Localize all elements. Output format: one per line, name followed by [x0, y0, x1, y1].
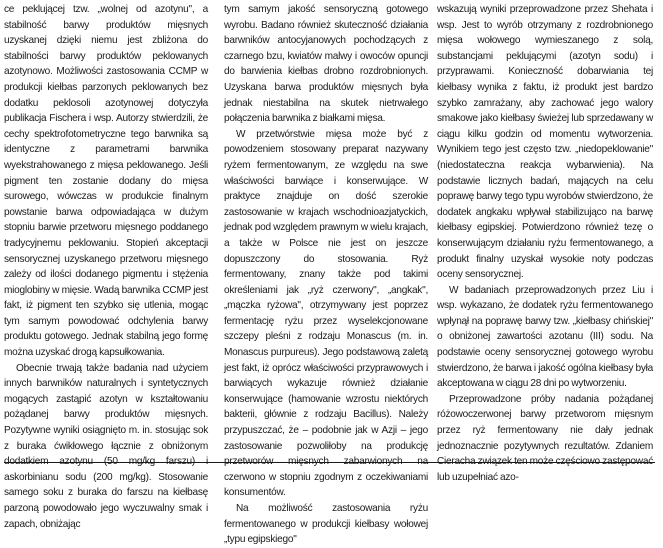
- paragraph: W przetwórstwie mięsa może być z powodzeniem stosowany preparat nazywany ryżem fermentowanym, ze względu na swe właściwości barwiące i konserwujące. W praktyce znajduje on dość szerokie zastosowanie w krajach wschodnioazjatyckich, jednak pod względem prawnym w wielu krajach, a także w Polsce nie jest on jeszcze dopuszczony do stosowania. Ryż fermentowany, znany także pod takimi określeniami jak „ryż czerwony", „angkak", „mączka ryżowa", otrzymywany jest poprzez fermentację ryżu przez wyselekcjonowane szczepy pleśni z rodzaju Monascus (m. in. Monascus purpureus). Jego podstawową zaletą jest fakt, iż oprócz właściwości przyprawowych i barwiących wykazuje również działanie konserwujące (hamowanie wzrostu niektórych bakterii, głównie z rodzaju Bacillus). Należy przypuszczać, że – podobnie jak w Azji – jego zastosowanie pozwoliłoby na produkcję przetworów mięsnych zabarwionych na czerwono w stopniu zgodnym z oczekiwaniami konsumentów.: [224, 128, 428, 499]
- paragraph: Na możliwość zastosowania ryżu fermentowanego w produkcji kiełbasy wołowej „typu egipskiego": [224, 503, 428, 546]
- paragraph: Obecnie trwają także badania nad użyciem innych barwników naturalnych i syntetycznych mogących zastąpić azotyn w kształtowaniu pożądanej barwy produktów mięsnych. Pozytywne wyniki osiągnięto m. in. stosując sok z buraka ćwikłowego łącznie z obniżonym dodatkiem azotynu (50 mg/kg farszu) i askorbinianu sodu (200 mg/kg). Stosowanie samego soku z buraka do farszu na kiełbasę parzoną powodowało jego wyczuwalny smak i zapach, obniżając: [4, 362, 208, 530]
- footer-rule: [4, 462, 655, 463]
- paragraph: ce peklującej tzw. „wolnej od azotynu", a stabilność barwy produktów mięsnych uzyskanej dzięki niemu jest zbliżona do stabilności barwy produktów peklowanych azotynowo. Możliwości zastosowania CCMP w produkcji kiełbas parzonych peklowanych bez dodatku peklosoli azotynowej dotyczyła publikacja Fischera i wsp. Autorzy stwierdzili, że cechy spektrofotometryczne tego barwnika są identyczne z parametrami barwnika wyekstrahowanego z mięsa peklowanego. Jeśli pigment ten zostanie dodany do mięsa surowego, wówczas w produkcie finalnym powstanie barwa odpowiadająca w dużym stopniu barwie przetworu mięsnego poddanego tradycyjnemu peklowaniu. Stopień akceptacji sensorycznej uzyskanego przetworu mięsnego zależy od ilości dodanego pigmentu i stężenia mioglobiny w mięsie. Wadą barwnika CCMP jest fakt, iż pigment ten szybko się utlenia, mogąc tym samym powodować odchylenia barwy produktu gotowego. Jednak stabilną jego formę można uzyskać drogą kapsułkowania.: [4, 4, 208, 359]
- paragraph: W badaniach przeprowadzonych przez Liu i wsp. wykazano, że dodatek ryżu fermentowanego wpłynął na poprawę barwy tzw. „kiełbasy chińskiej" o obniżonej zawartości azotanu (III) sodu. Na podstawie oceny sensorycznej gotowego wyrobu stwierdzono, że barwa i jakość ogólna kiełbasy była akceptowana w ciągu 28 dni po wytworzeniu.: [437, 284, 653, 390]
- paragraph: Przeprowadzone próby nadania pożądanej różowoczerwonej barwy przetworom mięsnym przez ryż fermentowany nie dały jednak jednoznacznie pozytywnych rezultatów. Zdaniem Cieracha związek ten może częściowo zastępować lub uzupełniać azo-: [437, 393, 653, 483]
- paragraph: tym samym jakość sensoryczną gotowego wyrobu. Badano również skuteczność działania barwników antocyjanowych pochodzących z czarnego bzu, kwiatów malwy i owoców opuncji do barwienia kiełbas drobno rozdrobnionych. Uzyskana barwa produktów mięsnych była jednak niestabilna na skutek nietrwałego połączenia barwnika z białkami mięsa.: [224, 4, 428, 125]
- text-column-3: [437, 2, 653, 485]
- text-column-2: [224, 2, 428, 548]
- paragraph: wskazują wyniki przeprowadzone przez Shehata i wsp. Jest to wyrób otrzymany z rozdrobnionego mięsa wołowego wymieszanego z solą, substancjami peklującymi (azotyn sodu) i przyprawami. Konieczność dobarwiania tej kiełbasy wynika z faktu, iż produkt jest bardzo szybko zamrażany, aby zachować jego walory smakowe jako kiełbasy świeżej lub sprzedawany w ciągu kilku godzin od momentu wytworzenia. Wynikiem tego jest często tzw. „niedopeklowanie" (niedostateczna reakcja wybarwienia). Na podstawie licznych badań, mających na celu poprawę barwy tego typu wyrobów stwierdzono, że dodatek angkaku wpływał stabilizująco na barwę kiełbasy egipskiej. Potwierdzono również tezę o konserwującym działaniu ryżu fermentowanego, a produkt finalny uzyskał wysokie noty podczas oceny sensorycznej.: [437, 4, 653, 281]
- text-column-1: [4, 2, 208, 532]
